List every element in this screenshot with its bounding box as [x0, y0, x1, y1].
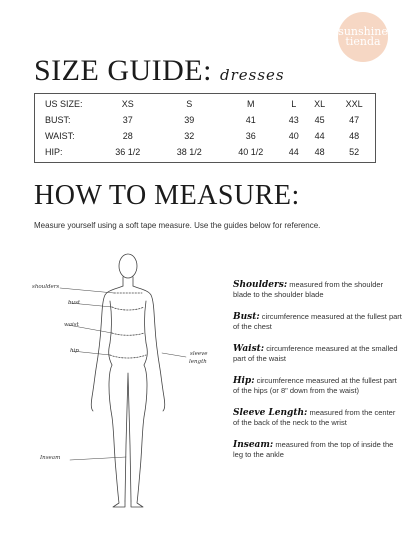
table-cell: L — [291, 99, 297, 109]
definition-text: circumference measured at the smalled part of the waist — [233, 344, 398, 363]
definition-term: Shoulders: — [233, 280, 288, 290]
definition-sleeve-length — [233, 408, 403, 427]
definition-term: Waist: — [233, 344, 265, 354]
definition-shoulders — [233, 280, 403, 299]
table-cell: 47 — [349, 115, 360, 125]
table-cell: XS — [121, 99, 134, 109]
brand-logo — [338, 12, 388, 62]
definition-text: circumference measured at the fullest part of the chest — [233, 312, 402, 331]
figure-label-bust: bust — [68, 300, 81, 306]
definition-term: Sleeve Length: — [233, 408, 308, 418]
table-cell: 48 — [349, 131, 360, 141]
table-cell: 52 — [349, 147, 360, 157]
table-cell: S — [186, 99, 193, 109]
table-cell: XXL — [345, 99, 363, 109]
definition-term: Hip: — [233, 376, 255, 386]
table-cell: 32 — [184, 131, 195, 141]
definition-bust — [233, 312, 403, 331]
table-cell: 45 — [314, 115, 325, 125]
logo-line-2: tienda — [345, 35, 381, 48]
table-cell: 39 — [184, 115, 195, 125]
table-cell: 40 — [288, 131, 299, 141]
definition-hip — [233, 376, 403, 395]
size-table — [34, 93, 376, 163]
table-cell: 44 — [288, 147, 299, 157]
table-cell: 43 — [288, 115, 299, 125]
table-row — [35, 144, 375, 160]
figure-label-sleeve-length: length — [189, 359, 207, 365]
table-row — [35, 112, 375, 128]
table-cell: 44 — [314, 131, 325, 141]
definition-text: circumference measured at the fullest part of the hips (or 8" down from the waist) — [233, 376, 397, 395]
row-label: BUST: — [45, 115, 71, 125]
definition-waist — [233, 344, 403, 363]
table-cell: 40 1/2 — [238, 147, 264, 157]
body-figure — [30, 245, 220, 525]
table-cell: M — [247, 99, 255, 109]
definition-term: Inseam: — [233, 440, 274, 450]
how-to-measure-title: HOW TO MEASURE: — [34, 180, 300, 211]
table-cell: XL — [314, 99, 326, 109]
row-label: HIP: — [45, 147, 63, 157]
size-guide-title-main: SIZE GUIDE: — [34, 54, 212, 87]
row-label: WAIST: — [45, 131, 75, 141]
definition-text: measured from the center of the back of the neck to the wrist — [233, 408, 396, 427]
table-cell: 28 — [122, 131, 133, 141]
row-label: US SIZE: — [45, 99, 83, 109]
measurement-definitions — [233, 280, 403, 472]
table-cell: 38 1/2 — [176, 147, 202, 157]
table-row — [35, 96, 375, 112]
table-cell: 36 1/2 — [115, 147, 141, 157]
table-row — [35, 128, 375, 144]
definition-text: measured from the shoulder blade to the shoulder blade — [233, 280, 384, 299]
figure-label-sleeve: sleeve — [190, 351, 208, 357]
how-to-measure-intro: Measure yourself using a soft tape measure. Use the guides below for reference. — [34, 221, 321, 230]
definition-term: Bust: — [233, 312, 260, 322]
table-cell: 41 — [245, 115, 256, 125]
size-guide-title-sub: dresses — [219, 66, 285, 84]
figure-label-inseam: Inseam — [40, 455, 61, 461]
table-cell: 48 — [314, 147, 325, 157]
definition-text: measured from the top of inside the leg to the ankle — [233, 440, 394, 459]
table-cell: 36 — [245, 131, 256, 141]
logo-line-1: sunshine — [338, 25, 388, 38]
size-table-grid — [35, 96, 375, 160]
figure-label-hip: hip — [70, 348, 79, 354]
size-guide-title — [34, 54, 285, 88]
definition-inseam — [233, 440, 403, 459]
table-cell: 37 — [122, 115, 133, 125]
figure-label-waist: waist — [64, 322, 79, 328]
figure-label-shoulders: shoulders — [32, 284, 60, 290]
